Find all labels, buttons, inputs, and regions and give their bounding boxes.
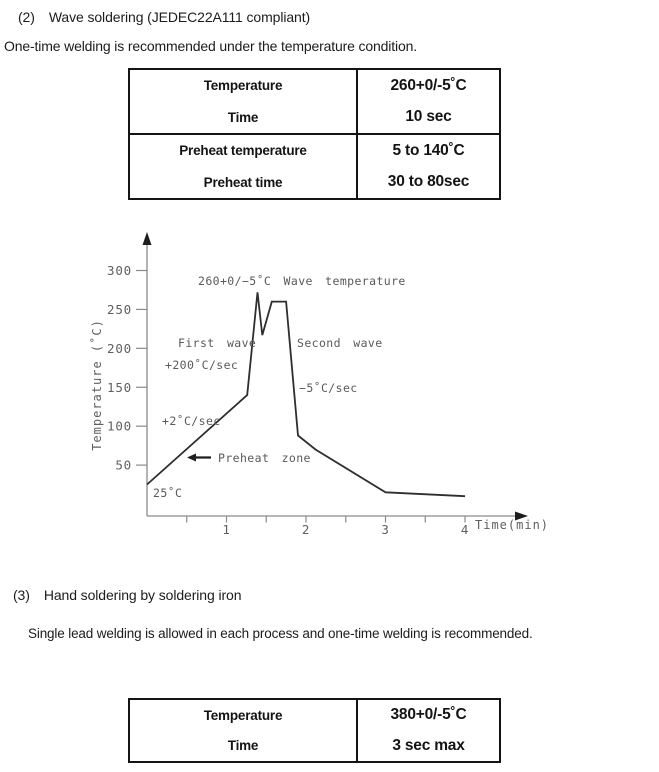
chart-annotation-3: Second wave — [297, 336, 383, 350]
row-value: 10 sec — [405, 108, 452, 126]
row-label: Preheat temperature — [130, 135, 358, 167]
table-row — [130, 731, 499, 762]
wave-soldering-paragraph: One-time welding is recommended under the temperature condition. — [4, 38, 417, 54]
x-tick-label: 1 — [222, 522, 231, 537]
row-label: Preheat time — [130, 167, 358, 199]
chart-annotation-4: −5˚C/sec — [299, 381, 358, 395]
y-tick-label: 250 — [107, 301, 132, 317]
wave-soldering-table — [128, 68, 501, 200]
preheat-arrow-icon — [187, 454, 196, 462]
row-value: 5 to 140˚C — [392, 141, 465, 159]
section-3-number: (3) — [13, 587, 30, 603]
table-row — [130, 700, 499, 731]
wave-profile-chart — [85, 232, 555, 542]
y-axis-arrow-icon — [143, 232, 152, 245]
row-value: 30 to 80sec — [387, 173, 470, 191]
section-3-heading — [13, 587, 241, 603]
profile-chart-svg — [85, 232, 555, 542]
chart-annotation-5: +2˚C/sec — [162, 414, 221, 428]
y-tick-label: 300 — [107, 263, 132, 279]
table-row — [130, 133, 499, 167]
row-label: Temperature — [130, 700, 358, 731]
hand-soldering-paragraph: Single lead welding is allowed in each process and one-time welding is recommended. — [28, 626, 533, 641]
chart-annotation-6: Preheat zone — [218, 451, 311, 465]
section-3-title: Hand soldering by soldering iron — [43, 587, 242, 603]
y-tick-label: 150 — [107, 379, 132, 395]
section-2-title: Wave soldering (JEDEC22A111 compliant) — [48, 9, 311, 25]
section-2-heading — [18, 9, 310, 25]
row-label: Time — [130, 731, 358, 762]
y-tick-label: 200 — [107, 340, 132, 356]
chart-annotation-2: +200˚C/sec — [165, 358, 239, 372]
hand-soldering-table — [128, 698, 501, 763]
row-value: 380+0/-5˚C — [390, 706, 467, 724]
table-row — [130, 102, 499, 134]
y-tick-label: 50 — [115, 457, 132, 473]
x-tick-label: 4 — [460, 522, 470, 537]
row-label: Time — [130, 102, 358, 134]
table-row — [130, 167, 499, 199]
x-tick-label: 3 — [381, 522, 390, 537]
y-tick-label: 100 — [107, 418, 132, 434]
x-tick-label: 2 — [301, 522, 311, 537]
row-value: 3 sec max — [392, 736, 465, 754]
table-row — [130, 70, 499, 102]
x-axis-title: Time(min) — [475, 518, 550, 532]
row-value: 260+0/-5˚C — [390, 76, 467, 94]
chart-annotation-1: First wave — [178, 336, 257, 350]
y-axis-title: Temperature (˚C) — [90, 319, 104, 451]
chart-annotation-0: 260+0/−5˚C Wave temperature — [198, 274, 406, 288]
chart-annotation-7: 25˚C — [153, 486, 183, 500]
section-2-number: (2) — [18, 9, 35, 25]
row-label: Temperature — [130, 70, 358, 102]
